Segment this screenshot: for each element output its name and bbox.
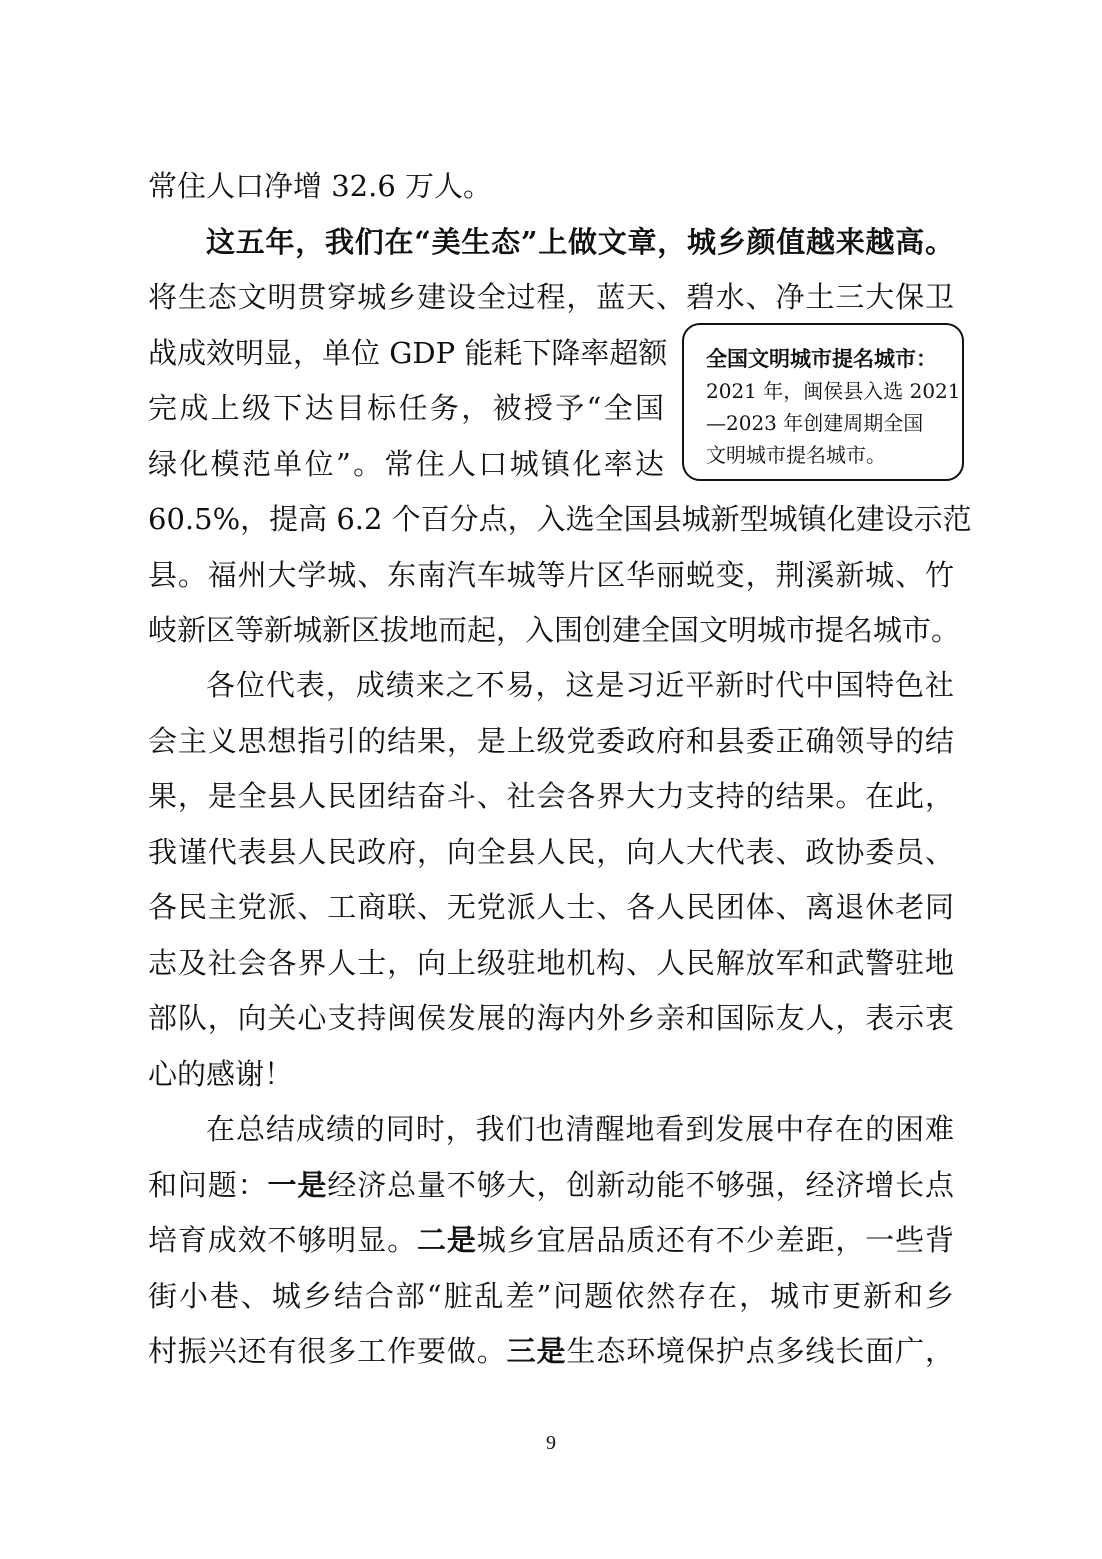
paragraph-line: 绿化模范单位”。常住人口城镇化率达	[148, 447, 664, 481]
paragraph-line	[148, 1157, 954, 1213]
paragraph-line: 村振兴还有很多工作要做。三是生态环境保护点多线长面广，	[148, 1334, 954, 1368]
callout-box	[682, 323, 964, 481]
paragraph-line: 会主义思想指引的结果，是上级党委政府和县委正确领导的结	[148, 724, 954, 758]
callout-title: 全国文明城市提名城市：	[706, 346, 937, 371]
section-heading: 这五年，我们在“美生态”上做文章，城乡颜值越来越高。	[206, 225, 954, 259]
paragraph-line: 在总结成绩的同时，我们也清醒地看到发展中存在的困难	[206, 1112, 954, 1146]
callout-text: 2021 年，闽侯县入选 2021	[706, 379, 961, 403]
paragraph-line: 完成上级下达目标任务，被授予“全国	[148, 391, 664, 425]
second-label: 二是	[416, 1223, 477, 1257]
paragraph-line: 心的感谢！	[148, 1057, 294, 1091]
problems-lead: 和问题：	[148, 1168, 268, 1202]
paragraph-line: 果，是全县人民团结奋斗、社会各界大力支持的结果。在此，	[148, 779, 954, 813]
page-number: 9	[546, 1432, 556, 1454]
paragraph-line: 部队，向关心支持闽侯发展的海内外乡亲和国际友人，表示衷	[148, 1001, 954, 1035]
first-label: 一是	[267, 1168, 328, 1202]
paragraph-line: 将生态文明贯穿城乡建设全过程，蓝天、碧水、净土三大保卫	[148, 280, 954, 314]
callout-text: 文明城市提名城市。	[706, 443, 886, 467]
callout-text: —2023 年创建周期全国	[706, 411, 924, 435]
third-label: 三是	[506, 1334, 567, 1368]
first-text: 经济总量不够大，创新动能不够强，经济增长点	[327, 1168, 954, 1202]
paragraph-line: 各位代表，成绩来之不易，这是习近平新时代中国特色社	[206, 668, 954, 702]
paragraph-line: 战成效明显，单位 GDP 能耗下降率超额	[148, 336, 668, 370]
paragraph-line: 60.5%，提高 6.2 个百分点，入选全国县城新型城镇化建设示范	[148, 502, 972, 536]
paragraph-line: 志及社会各界人士，向上级驻地机构、人民解放军和武警驻地	[148, 946, 954, 980]
paragraph-line: 我谨代表县人民政府，向全县人民，向人大代表、政协委员、	[148, 835, 954, 869]
paragraph-line: 岐新区等新城新区拔地而起，入围创建全国文明城市提名城市。	[148, 613, 961, 647]
paragraph-line: 县。福州大学城、东南汽车城等片区华丽蜕变，荆溪新城、竹	[148, 558, 954, 592]
paragraph-line: 常住人口净增 32.6 万人。	[148, 169, 493, 203]
paragraph-line: 各民主党派、工商联、无党派人士、各人民团体、离退休老同	[148, 890, 954, 924]
paragraph-line: 街小巷、城乡结合部“脏乱差”问题依然存在，城市更新和乡	[148, 1279, 954, 1313]
second-text: 城乡宜居品质还有不少差距，一些背	[476, 1223, 954, 1257]
paragraph-line: 培育成效不够明显。二是城乡宜居品质还有不少差距，一些背	[148, 1223, 954, 1257]
